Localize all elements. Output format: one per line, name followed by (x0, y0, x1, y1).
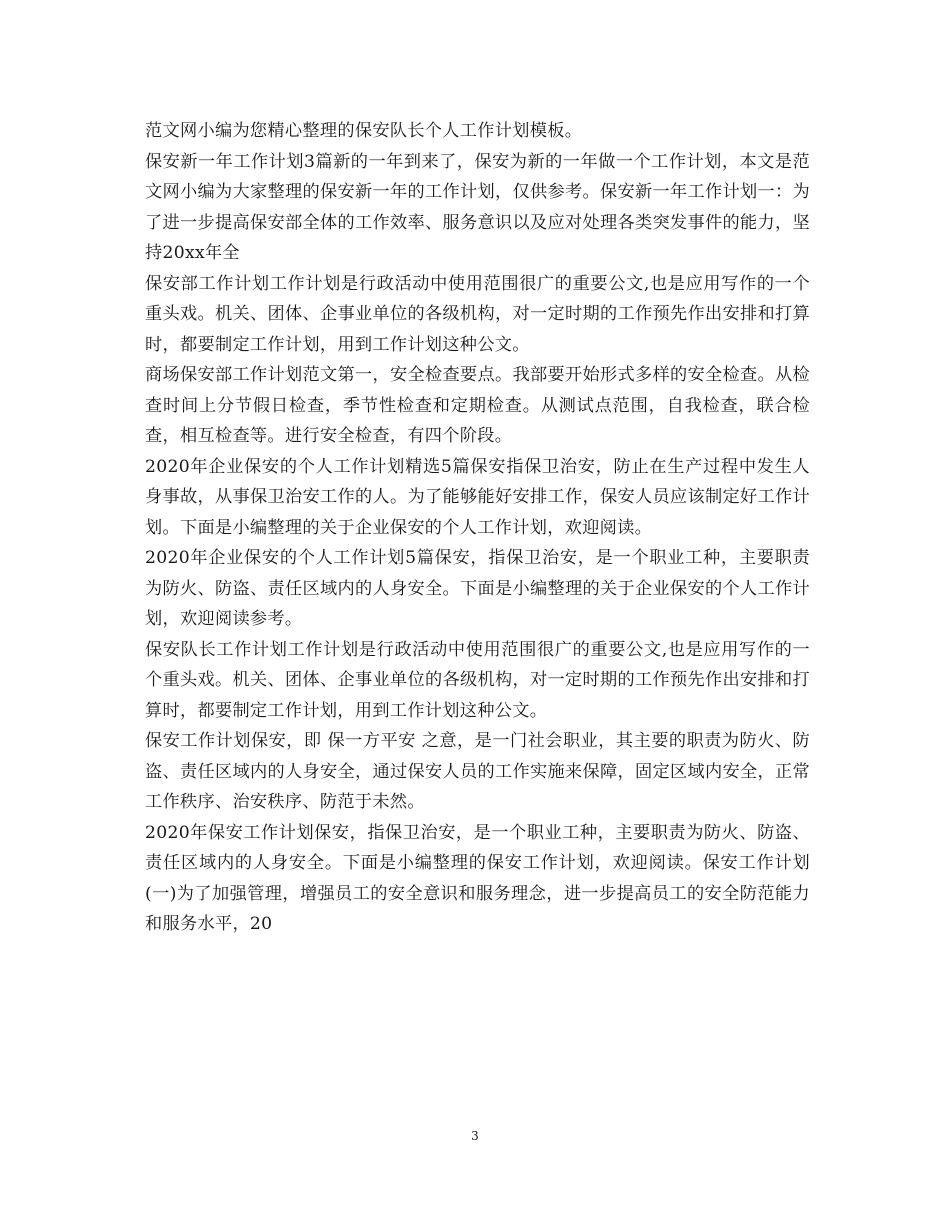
document-body (145, 116, 810, 940)
paragraph-4: 商场保安部工作计划范文第一，安全检查要点。我部要开始形式多样的安全检查。从检查时间上分节假日检查，季节性检查和定期检查。从测试点范围，自我检查，联合检查，相互检查等。进行安全检查，有四个阶段。 (145, 365, 810, 446)
paragraph-9: 2020年保安工作计划保安，指保卫治安，是一个职业工种，主要职责为防火、防盗、责任区域内的人身安全。下面是小编整理的保安工作计划，欢迎阅读。保安工作计划(一)为了加强管理，增强员工的安全意识和服务理念，进一步提高员工的安全防范能力和服务水平，20 (145, 822, 810, 934)
paragraph-6: 2020年企业保安的个人工作计划5篇保安，指保卫治安，是一个职业工种，主要职责为防火、防盗、责任区域内的人身安全。下面是小编整理的关于企业保安的个人工作计划，欢迎阅读参考。 (145, 548, 810, 629)
page-number: 3 (471, 1129, 479, 1143)
paragraph-5: 2020年企业保安的个人工作计划精选5篇保安指保卫治安，防止在生产过程中发生人身事故，从事保卫治安工作的人。为了能够能好安排工作，保安人员应该制定好工作计划。下面是小编整理的关于企业保安的个人工作计划，欢迎阅读。 (145, 456, 810, 538)
paragraph-7: 保安队长工作计划工作计划是行政活动中使用范围很广的重要公文,也是应用写作的一个重头戏。机关、团体、企事业单位的各级机构，对一定时期的工作预先作出安排和打算时，都要制定工作计划，用到工作计划这种公文。 (145, 639, 810, 721)
paragraph-2: 保安新一年工作计划3篇新的一年到来了，保安为新的一年做一个工作计划，本文是范文网小编为大家整理的保安新一年的工作计划，仅供参考。保安新一年工作计划一：为了进一步提高保安部全体的工作效率、服务意识以及应对处理各类突发事件的能力，坚持20xx年全 (145, 151, 810, 263)
paragraph-8: 保安工作计划保安，即 保一方平安 之意，是一门社会职业，其主要的职责为防火、防盗、责任区域内的人身安全，通过保安人员的工作实施来保障，固定区域内安全，正常工作秩序、治安秩序、防范于未然。 (145, 731, 810, 812)
paragraph-3: 保安部工作计划工作计划是行政活动中使用范围很广的重要公文,也是应用写作的一个重头戏。机关、团体、企事业单位的各级机构，对一定时期的工作预先作出安排和打算时，都要制定工作计划，用到工作计划这种公文。 (145, 273, 810, 355)
paragraph-1: 范文网小编为您精心整理的保安队长个人工作计划模板。 (145, 121, 583, 141)
